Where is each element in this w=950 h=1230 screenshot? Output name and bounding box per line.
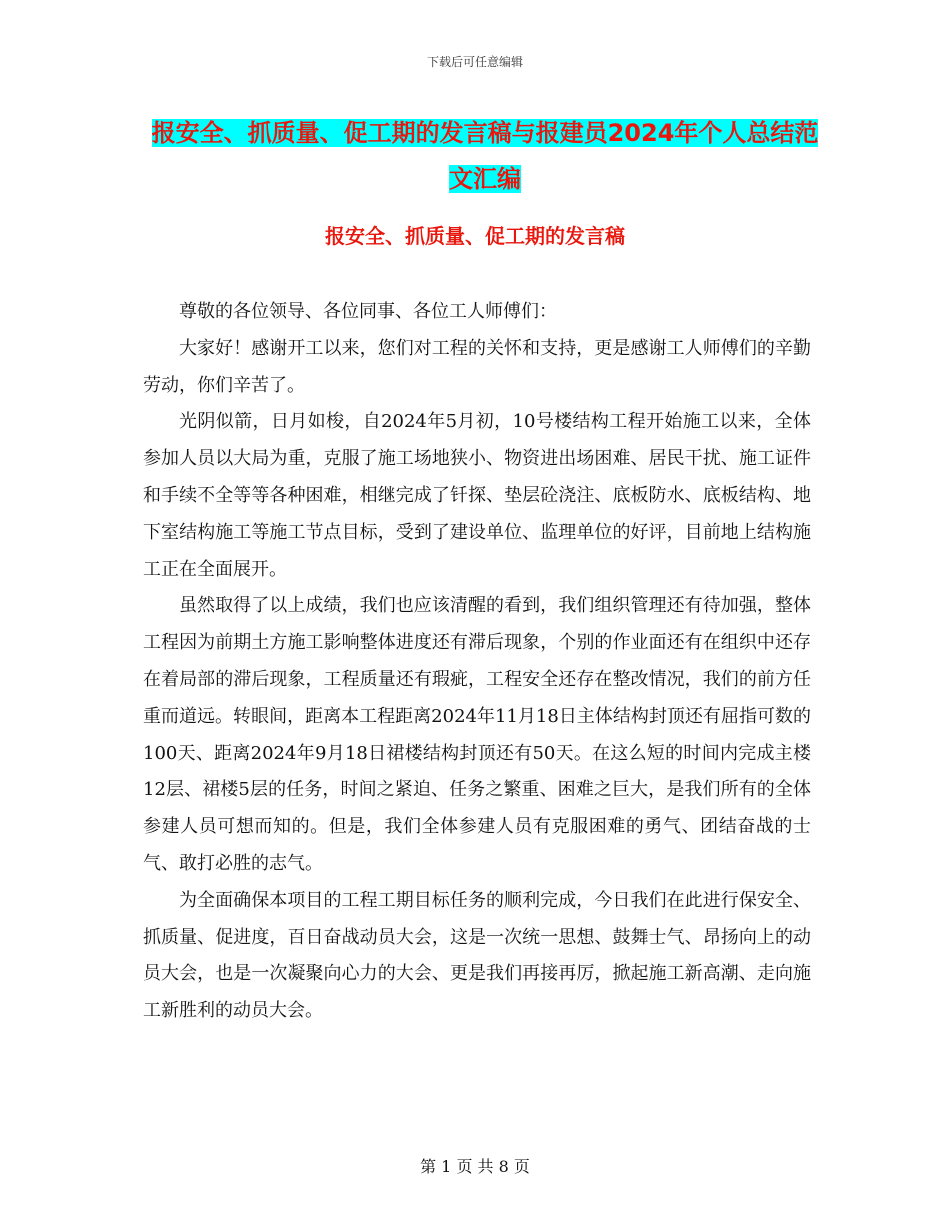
document-title-text: 报安全、抓质量、促工期的发言稿与报建员2024年个人总结范文汇编 <box>151 119 819 193</box>
page-footer: 第 1 页 共 8 页 <box>420 1157 530 1176</box>
paragraph-challenges: 虽然取得了以上成绩，我们也应该清醒的看到，我们组织管理还有待加强，整体工程因为前期土方施工影响整体进度还有滞后现象，个别的作业面还有在组织中还存在着局部的滞后现象，工程质量还有瑕疵，工程安全还存在整改情况，我们的前方任重而道远。转眼间，距离本工程距离2024年11月18日主体结构封顶还有屈指可数的100天、距离2024年9月18日裙楼结构封顶还有50天。在这么短的时间内完成主楼12层、裙楼5层的任务，时间之紧迫、任务之繁重、困难之巨大，是我们所有的全体参建人员可想而知的。但是，我们全体参建人员有克服困难的勇气、团结奋战的士气、敢打必胜的志气。 <box>143 595 811 874</box>
document-title <box>145 110 825 202</box>
body-text <box>143 294 811 1030</box>
paragraph-salutation: 尊敬的各位领导、各位同事、各位工人师傅们： <box>179 301 557 322</box>
header-note: 下载后可任意编辑 <box>426 55 523 69</box>
paragraph-greeting: 大家好！感谢开工以来，您们对工程的关怀和支持，更是感谢工人师傅们的辛勤劳动，你们辛苦了。 <box>143 337 811 396</box>
paragraph-progress: 光阴似箭，日月如梭，自2024年5月初，10号楼结构工程开始施工以来，全体参加人员以大局为重，克服了施工场地狭小、物资进出场困难、居民干扰、施工证件和手续不全等等各种困难，相继完成了钎探、垫层砼浇注、底板防水、底板结构、地下室结构施工等施工节点目标，受到了建设单位、监理单位的好评，目前地上结构施工正在全面展开。 <box>143 411 811 580</box>
section-title: 报安全、抓质量、促工期的发言稿 <box>325 224 625 248</box>
paragraph-mobilization: 为全面确保本项目的工程工期目标任务的顺利完成，今日我们在此进行保安全、抓质量、促进度，百日奋战动员大会，这是一次统一思想、鼓舞士气、昂扬向上的动员大会，也是一次凝聚向心力的大会、更是我们再接再厉，掀起施工新高潮、走向施工新胜利的动员大会。 <box>143 889 811 1022</box>
